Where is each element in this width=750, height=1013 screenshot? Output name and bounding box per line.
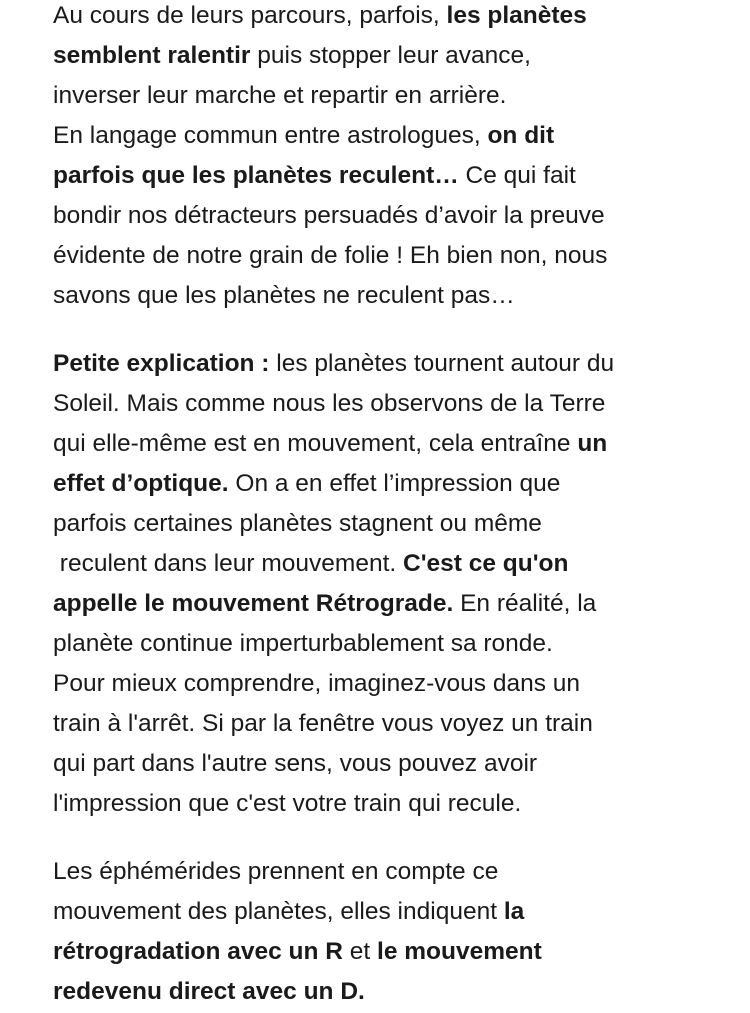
bold-phrase: C'est ce qu'on [403,550,569,577]
bold-phrase: parfois que les planètes reculent… [53,162,459,189]
paragraph-2-line-11: qui part dans l'autre sens, vous pouvez avoir [53,750,538,777]
paragraph-2-line-2: Soleil. Mais comme nous les observons de la Terre [53,390,606,417]
paragraph-2-line-12: l'impression que c'est votre train qui recule. [53,790,522,817]
paragraph-1-line-7: évidente de notre grain de folie ! Eh bien non, nous [53,242,608,269]
paragraph-1-line-8: savons que les planètes ne reculent pas… [53,282,515,309]
paragraph-3-line-3: rétrogradation avec un R et le mouvement [53,938,542,965]
bold-phrase: semblent ralentir [53,42,251,69]
paragraph-2-line-1: Petite explication : les planètes tournent autour du [53,350,615,377]
paragraph-1-line-6: bondir nos détracteurs persuadés d’avoir la preuve [53,202,605,229]
bold-phrase: le mouvement [377,938,542,965]
paragraph-2-line-3: qui elle-même est en mouvement, cela entraîne un [53,430,608,457]
paragraph-3-line-4 [53,972,365,1012]
bold-phrase: effet d’optique. [53,470,229,497]
paragraph-2-line-10: train à l'arrêt. Si par la fenêtre vous voyez un train [53,710,593,737]
paragraph-3-line-1: Les éphémérides prennent en compte ce [53,858,499,885]
bold-phrase: appelle le mouvement Rétrograde. [53,590,454,617]
paragraph-2-line-4: effet d’optique. On a en effet l’impression que [53,470,561,497]
bold-phrase: les planètes [446,2,587,29]
bold-phrase: redevenu direct avec un D. [53,978,365,1005]
bold-phrase: on dit [487,122,555,149]
paragraph-1-line-2: semblent ralentir puis stopper leur avance, [53,42,531,69]
bold-phrase: Petite explication : [53,350,270,377]
paragraph-2-line-9: Pour mieux comprendre, imaginez-vous dans un [53,670,581,697]
paragraph-2-line-7: appelle le mouvement Rétrograde. En réalité, la [53,590,597,617]
paragraph-2-line-8: planète continue imperturbablement sa ronde. [53,630,553,657]
paragraph-3-line-2: mouvement des planètes, elles indiquent la [53,898,525,925]
paragraph-1-line-5: parfois que les planètes reculent… Ce qui fait [53,162,576,189]
bold-phrase: un [577,430,608,457]
paragraph-1-line-1: Au cours de leurs parcours, parfois, les planètes [53,2,587,29]
paragraph-2-line-6: reculent dans leur mouvement. C'est ce qu'on [53,550,569,577]
bold-phrase: rétrogradation avec un R [53,938,343,965]
bold-phrase: la [503,898,525,925]
paragraph-2-line-5: parfois certaines planètes stagnent ou même [53,510,542,537]
paragraph-1-line-3: inverser leur marche et repartir en arrière. [53,82,507,109]
paragraph-1-line-4: En langage commun entre astrologues, on dit [53,122,555,149]
